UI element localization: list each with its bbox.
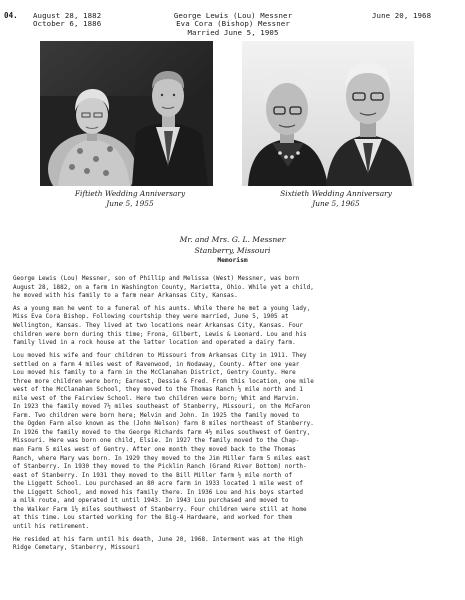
caption-sixtieth-title: Sixtieth Wedding Anniversary	[280, 189, 392, 198]
header-names	[148, 12, 318, 37]
paragraph-missouri	[13, 352, 459, 531]
anniversary-photo-1965	[242, 41, 414, 186]
caption-fiftieth-date: June 5, 1955	[106, 199, 154, 208]
text-line: east of Stanberry. In 1931 they moved to the Bill Miller farm ½ mile north of	[13, 471, 293, 479]
text-line: Farm. Two children were born here; Melvin and John. In 1925 the family moved to	[13, 411, 300, 419]
section-title: Memorism	[217, 257, 248, 264]
text-line: Ranch, where Mary was born. In 1929 they moved to the Jim Miller farm 5 miles east	[13, 454, 311, 462]
text-line: Missouri. Here was born one child, Elsie. In 1927 the family moved to the Chap-	[13, 437, 300, 445]
text-line: until his retirement.	[13, 522, 90, 530]
wife-name: Eva Cora (Bishop) Messner	[176, 19, 290, 29]
anniversary-photo-1955	[40, 41, 213, 186]
text-line: He resided at his farm until his death, June 20, 1968. Interment was at the High	[13, 535, 303, 543]
text-line: Wellington, Kansas. They lived at two locations near Arkansas City, Kansas. Four	[13, 322, 303, 330]
text-line: Lou moved his wife and four children to Missouri from Arkansas City in 1911. They	[13, 351, 307, 359]
text-line: children were born during this time; Frona, Gilbert, Lewis & Leonard. Lou and his	[13, 330, 307, 338]
signature-names: Mr. and Mrs. G. L. Messner	[179, 235, 286, 244]
text-line: the Liggett School. Lou purchased an 80 acre farm in 1933 located 1 mile west of	[13, 480, 303, 488]
header-dates-left	[33, 12, 101, 29]
paragraph-marriage	[13, 305, 459, 348]
birth-date: August 28, 1882	[33, 11, 102, 20]
text-line: settled on a farm 4 miles west of Ravenwood, in Nodaway, County. After one year	[13, 360, 300, 368]
text-line: George Lewis (Lou) Messner, son of Phillip and Melissa (West) Messner, was born	[13, 275, 300, 282]
text-line: a milk route, and operated it until 1943. In 1943 Lou purchased and moved to	[13, 497, 289, 505]
text-line: Lou moved his family to a farm in the McClanahan District, Gentry County. Here	[13, 369, 296, 377]
text-line: In 1923 the family moved 7½ miles southeast of Stanberry, Missouri, on the McFaron	[13, 403, 311, 411]
caption-fiftieth-title: Fiftieth Wedding Anniversary	[74, 189, 186, 198]
marriage-date: Married June 5, 1905	[187, 27, 279, 37]
page-number: 04.	[4, 11, 18, 20]
text-line: mile west of the Fairview School. Here two children were born; Whit and Marvin.	[13, 394, 300, 402]
text-line: at this time. Lou started working for the Big-4 Hardware, and worked for them	[13, 514, 293, 522]
caption-sixtieth-date: June 5, 1965	[312, 199, 360, 208]
paragraph-birth	[13, 275, 459, 301]
memorial-text	[13, 275, 459, 557]
text-line: west of the McClanahan School, they moved to the Thomas Ranch ½ mile north and 1	[13, 386, 303, 394]
text-line: Miss Eva Cora Bishop. Following courtship they were married, June 5, 1905 at	[13, 313, 289, 321]
text-line: three more children were born; Earnest, Dessie & Fred. From this location, one mile	[13, 377, 314, 385]
text-line: the Liggett School, and moved his family there. In 1936 Lou and his boys started	[13, 488, 303, 496]
caption-sixtieth	[246, 189, 426, 209]
husband-name: George Lewis (Lou) Messner	[173, 11, 293, 20]
text-line: In 1926 the family moved to the George Richards farm 4½ miles southwest of Gentry,	[13, 428, 311, 436]
text-line: man Farm 5 miles west of Gentry. After one month they moved back to the Thomas	[13, 445, 296, 453]
text-line: family lived in a rock house at the latter location and operated a dairy farm.	[13, 339, 296, 347]
caption-fiftieth	[40, 189, 220, 209]
text-line: the Ogden Farm also known as the (John Nelson) farm 8 miles northeast of Stanberry.	[13, 420, 314, 428]
death-date: June 20, 1968	[372, 11, 432, 20]
text-line: August 28, 1882, on a farm in Washington County, Marietta, Ohio. While yet a child,	[13, 283, 314, 291]
birth-date-wife: October 6, 1886	[33, 19, 102, 29]
signature-place: Stanberry, Missouri	[194, 246, 271, 255]
text-line: Ridge Cemetary, Stanberry, Missouri	[13, 544, 140, 552]
text-line: the Walker Farm 1½ miles southwest of Stanberry. Four children were still at home	[13, 505, 307, 513]
text-line: of Stanberry. In 1930 they moved to the Picklin Ranch (Grand River Bottom) north-	[13, 463, 307, 471]
text-line: As a young man he went to a funeral of his aunts. While there he met a young lady,	[13, 304, 311, 312]
paragraph-death	[13, 536, 459, 553]
text-line: he moved with his family to a farm near Arkansas City, Kansas.	[13, 292, 238, 300]
